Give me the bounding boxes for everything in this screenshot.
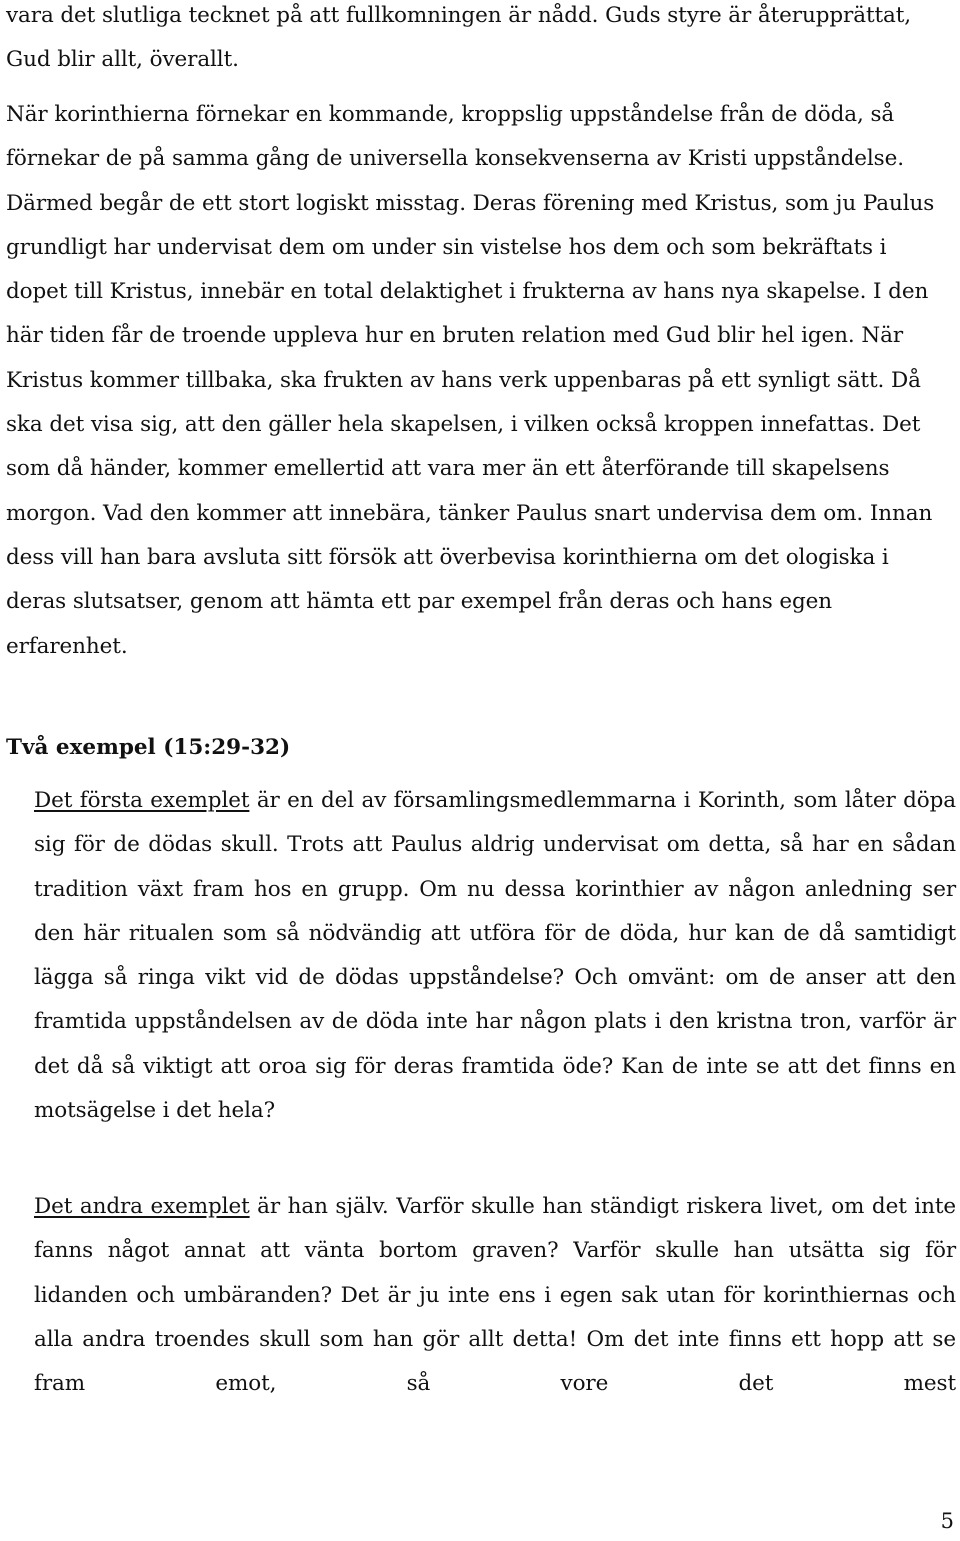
paragraph-second-example [34, 1185, 956, 1406]
section-heading: Två exempel (15:29-32) [6, 735, 291, 760]
second-example-text: är han själv. Varför skulle han ständigt riskera livet, om det inte fanns något annat att vänta bortom graven? Varför skulle han utsätta sig för lidanden och umbäranden? Det är ju inte ens i egen sak utan för korinthiernas och alla andra troendes skull som han gör allt detta! Om det inte finns ett hopp att se fram emot, så vore det mest [34, 1194, 956, 1397]
paragraph-first-example [34, 779, 956, 1133]
paragraph-continuation: vara det slutliga tecknet på att fullkomningen är nådd. Guds styre är återupprättat, Gud blir allt, överallt. [6, 3, 912, 73]
first-example-text: är en del av församlingsmedlemmarna i Korinth, som låter döpa sig för de dödas skull. Trots att Paulus aldrig undervisat om detta, så har en sådan tradition växt fram hos en grupp. Om nu dessa korinthier av någon anledning ser den här ritualen som så nödvändig att utföra för de döda, hur kan de då samtidigt lägga så ringa vikt vid de dödas uppståndelse? Och omvänt: om de anser att den framtida uppståndelsen av de döda inte har någon plats i den kristna tron, varför är det då så viktigt att oroa sig för deras framtida öde? Kan de inte se att det finns en motsägelse i det hela? [34, 788, 956, 1124]
first-example-label: Det första exemplet [34, 788, 250, 813]
page-number: 5 [940, 1509, 954, 1533]
paragraph-corinthians-denial: När korinthierna förnekar en kommande, kroppslig uppståndelse från de döda, så förnekar de på samma gång de universella konsekvenserna av Kristi uppståndelse. Därmed begår de ett stort logiskt misstag. Deras förening med Kristus, som ju Paulus grundligt har undervisat dem om under sin vistelse hos dem och som bekräftats i dopet till Kristus, innebär en total delaktighet i frukterna av hans nya skapelse. I den här tiden får de troende uppleva hur en bruten relation med Gud blir hel igen. När Kristus kommer tillbaka, ska frukten av hans verk uppenbaras på ett synligt sätt. Då ska det visa sig, att den gäller hela skapelsen, i vilken också kroppen innefattas. Det som då händer, kommer emellertid att vara mer än ett återförande till skapelsens morgon. Vad den kommer att innebära, tänker Paulus snart undervisa dem om. Innan dess vill han bara avsluta sitt försök att överbevisa korinthierna om det ologiska i deras slutsatser, genom att hämta ett par exempel från deras och hans egen erfarenhet. [6, 102, 935, 659]
second-example-label: Det andra exemplet [34, 1194, 250, 1219]
